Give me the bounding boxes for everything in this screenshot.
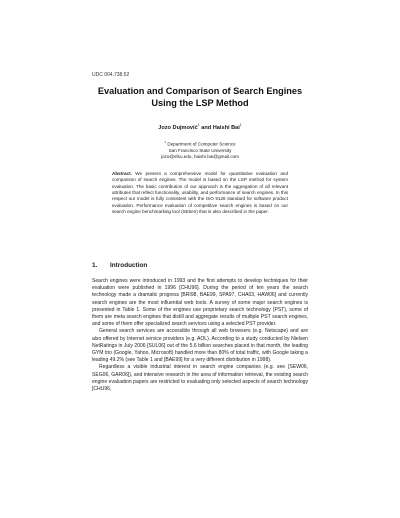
section-title: Introduction <box>110 262 148 269</box>
section-heading <box>92 262 147 269</box>
affiliation-department: Department of Computer Science <box>167 141 236 147</box>
abstract <box>112 171 288 215</box>
paragraph: General search services are accessible through all web browsers (e.g. Netscape) and are also offered by Internet service providers (e.g. AOL). According to a study conducted by Nielsen NetRatings in July 2006 [SUL06] out of the 5.6 billion searches placed in that month, the leading GYM trio (Google, Yahoo, Microsoft) handled more than 80% of total traffic, with Google taking a leading 49.2% (see Table 1 and [BAE99] for a very different distribution in 1998). <box>92 328 308 364</box>
section-number: 1. <box>92 262 98 269</box>
author-superscript: 1 <box>197 123 200 127</box>
affiliation-university: San Francisco State University <box>168 147 232 153</box>
paragraph: Search engines were introduced in 1993 and the first attempts to develop techniques for their evaluation were published in 1996 [CHU96]. During the period of ten years the search technology made a dramatic progress [BRI98, BAE99, SPA97, CHA03, HAW06] and currently search engines are the most influential web tools. A survey of some major search engines is presented in Table 1. Some of the engines use proprietary search technology (PST), some of them are meta search engines that distill and aggregate results of multiple PST search engines, and some of them offer specialized search services using a selected PST provider. <box>92 278 308 328</box>
title-line-1: Evaluation and Comparison of Search Engines <box>97 86 303 96</box>
udc-code: UDC 004.738.52 <box>92 72 130 78</box>
title-line-2: Using the LSP Method <box>151 98 249 108</box>
author-superscript: 1 <box>239 123 242 127</box>
author-name: Haishi Bai <box>212 124 240 131</box>
author-list <box>60 123 340 131</box>
paper-title <box>60 85 340 109</box>
paragraph: Regardless a visible industrial interest in search engine companies (e.g. see [SEW06, SEG06, GAR06]), and intensive research in the area of information retrieval, the existing search engine evaluation papers are restricted to evaluating only selected aspects of search technology [CHU96, <box>92 364 308 393</box>
author-name: Jozo Dujmović <box>158 124 198 131</box>
affiliation-superscript: 1 <box>164 140 167 144</box>
affiliation <box>60 139 340 160</box>
author-conjunction: and <box>201 124 212 131</box>
affiliation-emails: jozo@sfsu.edu, haishi.bai@gmail.com <box>160 154 239 160</box>
abstract-text: We present a comprehensive model for quantitative evaluation and comparison of search engines. The model is based on the LSP method for system evaluation. The basic contribution of our approach is the aggregation of all relevant attributes that reflect functionality, usability, and performance of search engines. In this respect our model is fully consistent with the ISO 9126 standard for software product evaluation. Performance evaluation of competitive search engines is based on our search engine benchmarking tool (SEben) that is also described in the paper. <box>112 171 288 215</box>
abstract-label: Abstract. <box>112 171 132 176</box>
body-text <box>92 278 308 393</box>
